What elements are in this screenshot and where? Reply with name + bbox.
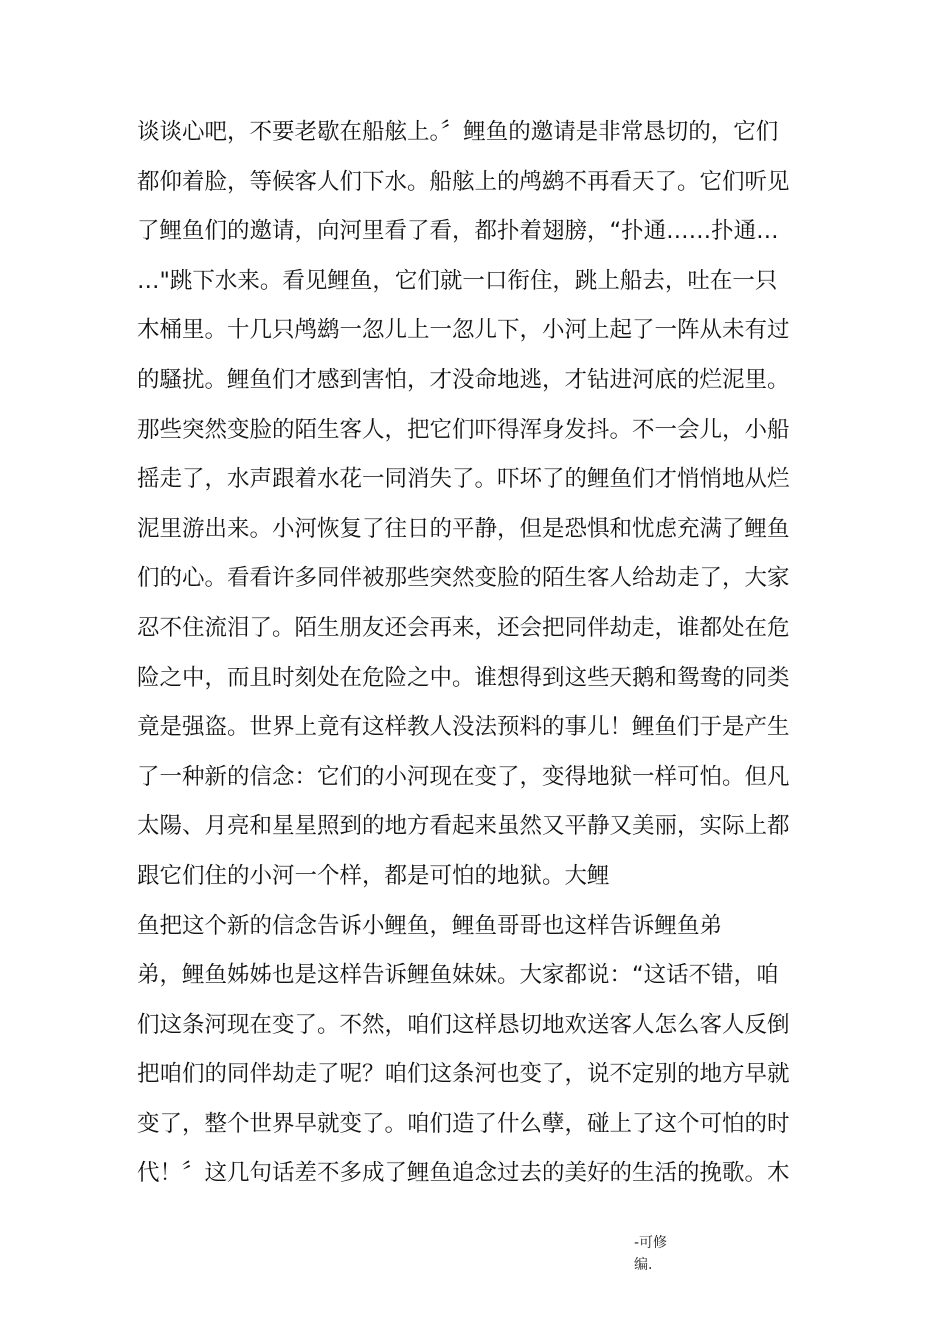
text-line: 们的心。看看许多同伴被那些突然变脸的陌生客人给劫走了，大家 bbox=[137, 565, 790, 592]
text-line: 鱼把这个新的信念告诉小鲤鱼，鲤鱼哥哥也这样告诉鲤鱼弟 bbox=[137, 912, 723, 939]
text-line: 木桶里。十几只鸬鹚一忽儿上一忽儿下，小河上起了一阵从未有过 bbox=[137, 317, 790, 344]
text-line: 摇走了，水声跟着水花一同消失了。吓坏了的鲤鱼们才悄悄地从烂 bbox=[137, 466, 790, 493]
text-line: 忍不住流泪了。陌生朋友还会再来，还会把同伴劫走，谁都处在危 bbox=[137, 614, 790, 641]
text-line: 们这条河现在变了。不然，咱们这样恳切地欢送客人怎么客人反倒 bbox=[137, 1011, 790, 1038]
text-line: 竟是强盗。世界上竟有这样教人没法预料的事儿！鲤鱼们于是产生 bbox=[137, 714, 790, 741]
text-line: 变了，整个世界早就变了。咱们造了什么孽，碰上了这个可怕的时 bbox=[137, 1110, 790, 1137]
page-footer bbox=[634, 1232, 667, 1276]
text-line: 弟，鲤鱼姊姊也是这样告诉鲤鱼妹妹。大家都说：“这话不错，咱 bbox=[137, 962, 779, 989]
text-line: 都仰着脸，等候客人们下水。船舷上的鸬鹚不再看天了。它们听见 bbox=[137, 168, 790, 195]
text-line: …"跳下水来。看见鲤鱼，它们就一口衔住，跳上船去，吐在一只 bbox=[137, 267, 778, 294]
footer-line-1: -可修 bbox=[634, 1235, 668, 1251]
text-line: 的騷扰。鲤鱼们才感到害怕，才没命地逃，才钻进河底的烂泥里。 bbox=[137, 366, 790, 393]
footer-line-2: 编. bbox=[634, 1257, 653, 1273]
body-text bbox=[137, 108, 827, 1199]
text-line: 把咱们的同伴劫走了呢？咱们这条河也变了，说不定别的地方早就 bbox=[137, 1061, 790, 1088]
text-line: 了一种新的信念：它们的小河现在变了，变得地狱一样可怕。但凡 bbox=[137, 763, 790, 790]
text-line: 太陽、月亮和星星照到的地方看起来虽然又平静又美丽，实际上都 bbox=[137, 813, 790, 840]
text-line: 险之中，而且时刻处在危险之中。谁想得到这些天鹅和鸳鸯的同类 bbox=[137, 664, 790, 691]
text-line: 谈谈心吧，不要老歇在船舷上。〞鲤鱼的邀请是非常恳切的，它们 bbox=[137, 119, 779, 145]
text-line: 跟它们住的小河一个样，都是可怕的地狱。大鲤 bbox=[137, 862, 610, 889]
text-line: 那些突然变脸的陌生客人，把它们吓得浑身发抖。不一会儿，小船 bbox=[137, 416, 790, 443]
text-line: 代！〞这几句话差不多成了鲤鱼追念过去的美好的生活的挽歌。木 bbox=[137, 1160, 790, 1187]
text-line: 泥里游出来。小河恢复了往日的平静，但是恐惧和忧虑充满了鲤鱼 bbox=[137, 515, 790, 542]
text-line: 了鲤鱼们的邀请，向河里看了看，都扑着翅膀，“扑通……扑通… bbox=[137, 218, 779, 245]
